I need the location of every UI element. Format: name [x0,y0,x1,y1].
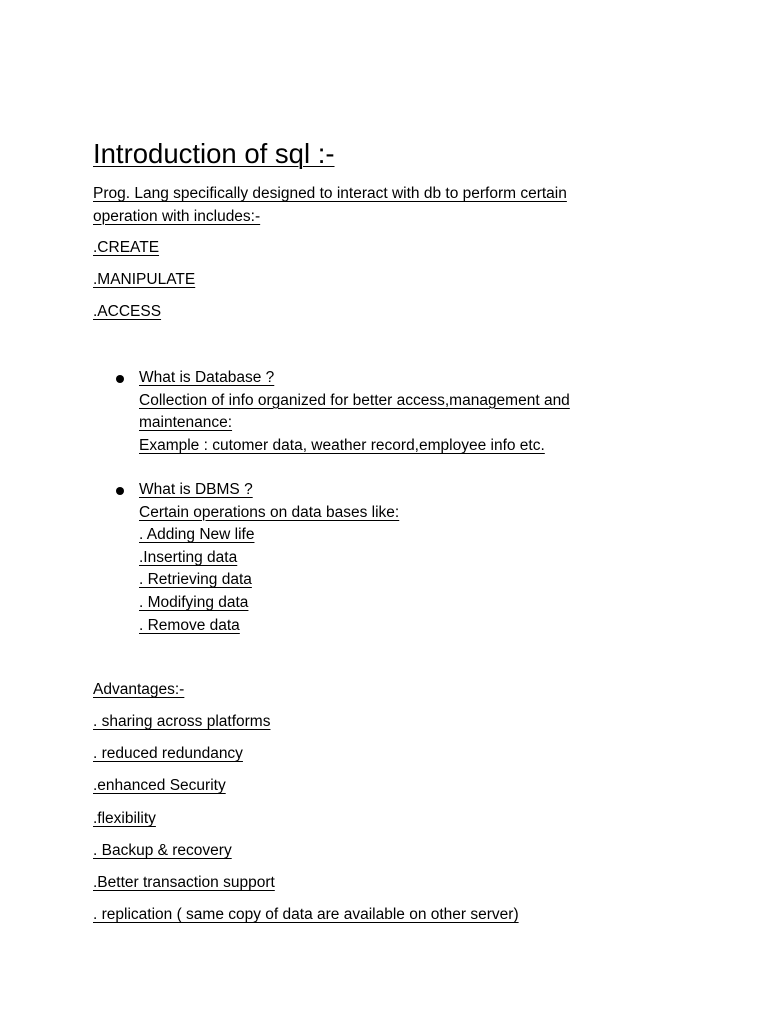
database-question: What is Database ? [139,369,275,386]
advantages-heading: Advantages:- [93,681,185,698]
intro-paragraph: Prog. Lang specifically designed to interact with db to perform certain operation with includes:- [93,185,567,225]
database-definition: Collection of info organized for better access,management and maintenance: [139,391,570,432]
page-title: Introduction of sql :- [93,138,335,169]
dbms-item: . Remove data [139,616,240,634]
advantage-item: .flexibility [93,810,156,827]
dbms-item: . Adding New life [139,526,255,544]
bullet-icon [116,375,124,383]
advantage-item: . replication ( same copy of data are available on other server) [93,906,519,923]
advantage-item: . Backup & recovery [93,842,232,859]
dbms-item: . Modifying data [139,593,249,611]
advantage-item: .enhanced Security [93,777,226,794]
bullet-icon [116,487,124,495]
operation-manipulate: .MANIPULATE [93,271,196,288]
operation-create: .CREATE [93,239,160,256]
operation-access: .ACCESS [93,303,162,320]
dbms-section [139,479,629,637]
dbms-item: . Retrieving data [139,571,252,589]
database-example: Example : cutomer data, weather record,employee info etc. [139,436,545,454]
advantage-item: . sharing across platforms [93,713,271,730]
database-section [139,367,629,457]
dbms-definition: Certain operations on data bases like: [139,503,400,521]
advantage-item: . reduced redundancy [93,745,243,762]
dbms-question: What is DBMS ? [139,481,253,498]
advantage-item: .Better transaction support [93,874,275,891]
dbms-item: .Inserting data [139,548,238,566]
